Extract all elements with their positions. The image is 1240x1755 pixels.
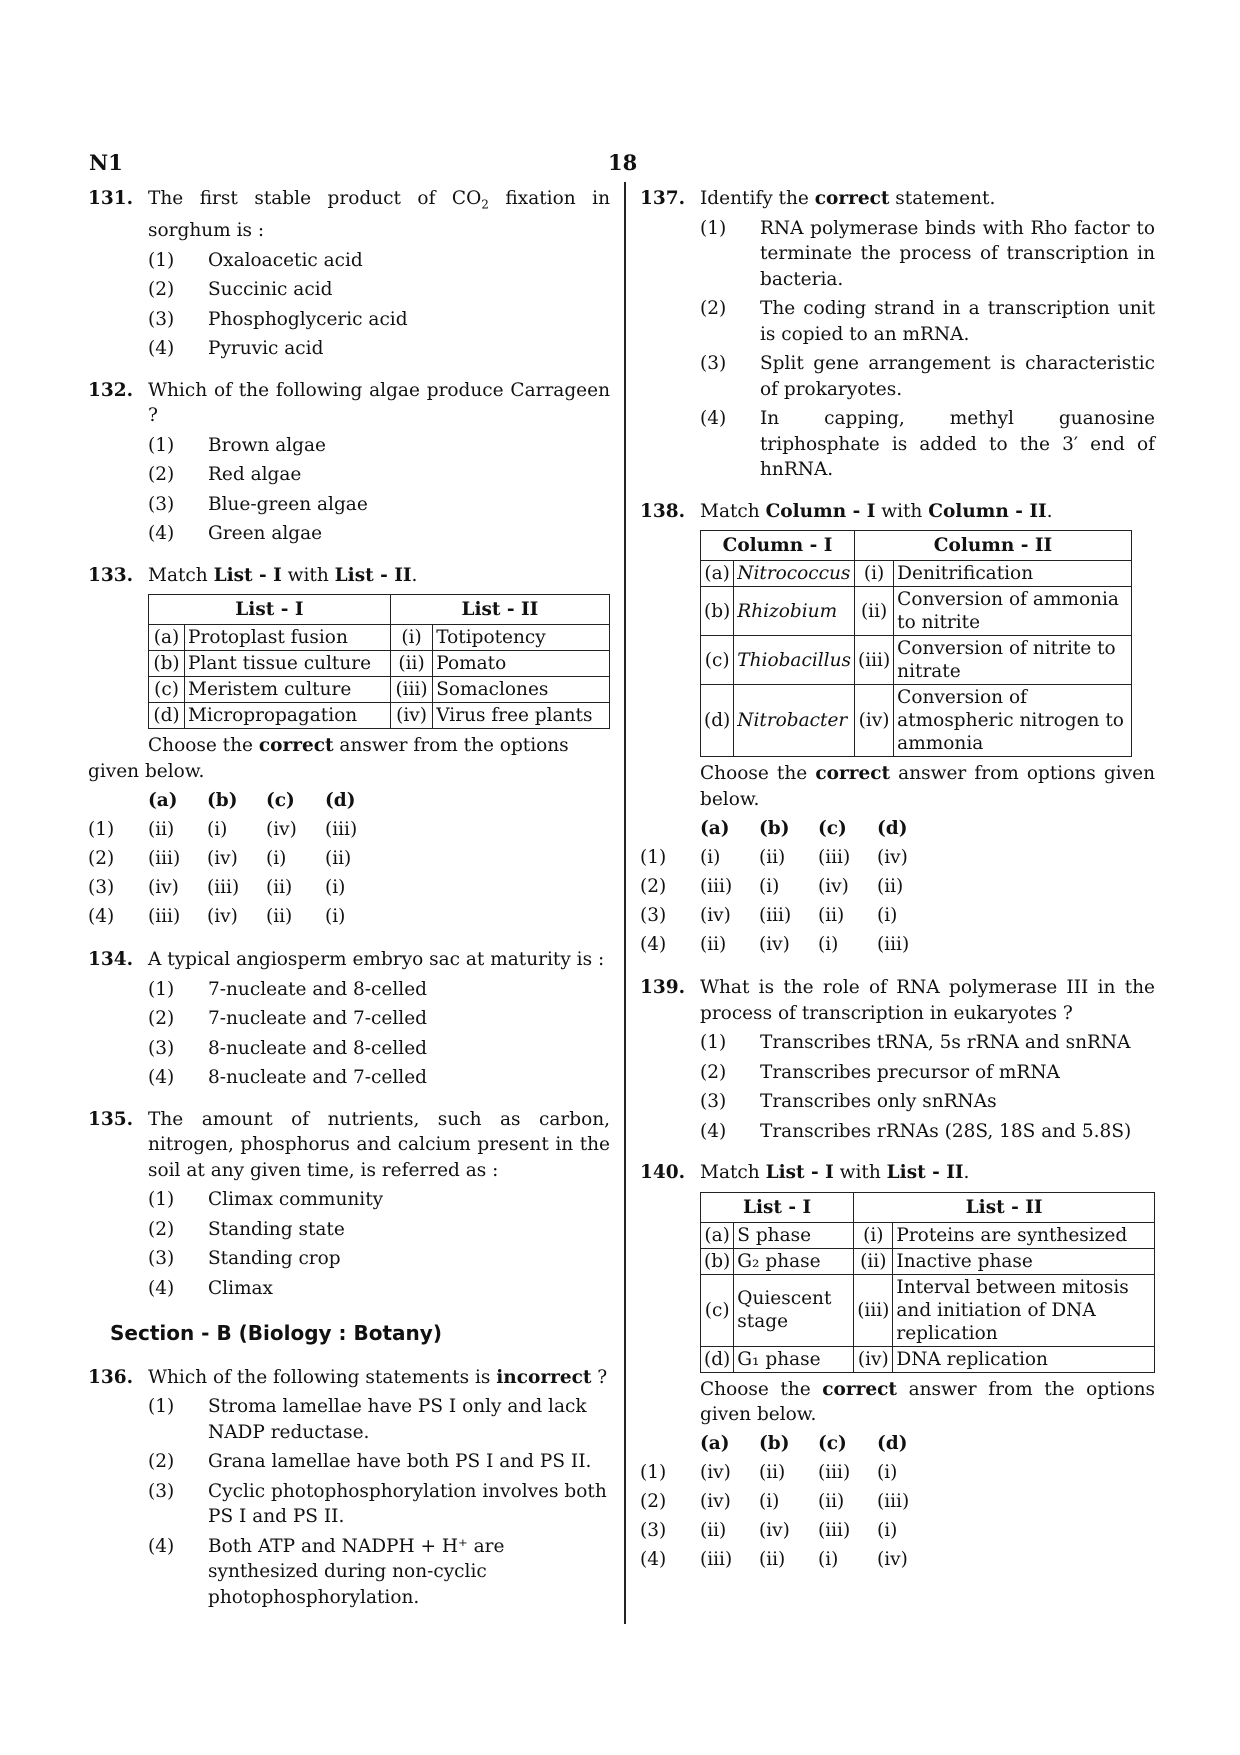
question-text: The amount of nutrients, such as carbon, nitrogen, phosphorus and calcium present in the soil at any given time, is referred as : [148, 1108, 610, 1181]
question-133 [88, 563, 610, 932]
option: (3) Blue-green algae [148, 493, 368, 515]
question-136 [88, 1365, 610, 1611]
option: (2) Transcribes precursor of mRNA [700, 1061, 1060, 1083]
option: (1) RNA polymerase binds with Rho factor to terminate the process of transcription in bacteria. [700, 217, 1155, 290]
question-text: Identify the correct statement. [700, 188, 996, 209]
question-number: 137. [640, 188, 686, 209]
question-135 [88, 1107, 610, 1302]
question-137 [640, 186, 1155, 483]
question-132 [88, 378, 610, 547]
left-column [88, 186, 610, 1626]
question-134 [88, 947, 610, 1091]
answer-grid: (a) (b) (c) (d) (1) (ii) (i) (iv) (iii) (2) (iii) (iv) (i) (ii) (3) (iv) (iii) (ii) (i) (4) (iii) (iv) (ii) (i) [88, 789, 358, 927]
option: (2) Red algae [148, 464, 302, 486]
option: (1) Transcribes tRNA, 5s rRNA and snRNA [700, 1032, 1131, 1053]
option: (3) Transcribes only snRNAs [700, 1091, 997, 1112]
match-table: List - I List - II (a) Protoplast fusion (i) Totipotency (b) Plant tissue culture (ii) Pomato (c) Meristem culture (iii) Somaclones (d) Micropropagation (iv) Virus free plants [148, 594, 610, 729]
question-138 [640, 499, 1155, 960]
option: (4) Green algae [148, 523, 323, 545]
question-number: 140. [640, 1162, 686, 1183]
option: (2) The coding strand in a transcription unit is copied to an mRNA. [700, 298, 1155, 345]
question-131 [88, 186, 610, 362]
answer-grid: (a) (b) (c) (d) (1) (iv) (ii) (iii) (i) (2) (iv) (i) (ii) (iii) (3) (ii) (iv) (iii) (i) (4) (iii) (ii) (i) (iv) [640, 1433, 910, 1571]
question-number: 136. [88, 1366, 134, 1388]
question-number: 135. [88, 1108, 134, 1130]
question-text: A typical angiosperm embryo sac at maturity is : [148, 949, 605, 971]
question-139 [640, 975, 1155, 1144]
option: (2) 7-nucleate and 7-celled [148, 1008, 427, 1030]
question-140 [640, 1160, 1155, 1575]
paper-code: N1 [89, 150, 123, 175]
option: (3) 8-nucleate and 8-celled [148, 1037, 427, 1059]
question-number: 138. [640, 500, 686, 522]
question-text: Match List - I with List - II. [148, 564, 418, 586]
question-number: 131. [88, 188, 134, 209]
question-text: Which of the following algae produce Carrageen ? [148, 379, 610, 427]
option: (4) Pyruvic acid [148, 338, 324, 360]
option: (4) Transcribes rRNAs (28S, 18S and 5.8S) [700, 1120, 1132, 1142]
page-number: 18 [608, 150, 638, 175]
option: (1) 7-nucleate and 8-celled [148, 978, 427, 1000]
answer-grid: (a) (b) (c) (d) (1) (i) (ii) (iii) (iv) (2) (iii) (i) (iv) (ii) (3) (iv) (iii) (ii) (i) (4) (ii) (iv) (i) (iii) [640, 817, 910, 955]
option: (3) Standing crop [148, 1248, 341, 1270]
question-text: What is the role of RNA polymerase III in the process of transcription in eukaryotes ? [700, 977, 1155, 1024]
choose-instruction: Choose the correct answer from the options given below. [88, 735, 569, 782]
match-table: List - I List - II (a) S phase (i) Proteins are synthesized (b) G₂ phase (ii) Inactive phase (c) Quiescent stage (iii) Interval between mitosis and initiation of DNA replication (d) G₁ phase (iv) DNA replication [700, 1192, 1155, 1373]
option: (1) Brown algae [148, 434, 326, 456]
option: (1) Stroma lamellae have PS I only and lack NADP reductase. [148, 1396, 587, 1443]
option: (4) In capping, methyl guanosine triphosphate is added to the 3′ end of hnRNA. [700, 408, 1155, 480]
right-column [640, 186, 1155, 1591]
question-number: 139. [640, 977, 686, 998]
question-text: Which of the following statements is incorrect ? [148, 1366, 608, 1388]
option: (2) Grana lamellae have both PS I and PS II. [148, 1451, 592, 1473]
choose-instruction: Choose the correct answer from the options given below. [700, 1378, 1155, 1425]
question-number: 133. [88, 564, 134, 586]
section-title: Section - B (Biology : Botany) [110, 1321, 442, 1346]
option: (4) Climax [148, 1277, 273, 1299]
option: (2) Succinic acid [148, 279, 333, 301]
question-text: Match List - I with List - II. [700, 1162, 970, 1183]
choose-instruction: Choose the correct answer from options given below. [700, 763, 1155, 810]
question-text: Match Column - I with Column - II. [700, 500, 1053, 522]
option: (3) Phosphoglyceric acid [148, 308, 408, 330]
option: (1) Oxaloacetic acid [148, 249, 363, 271]
question-number: 134. [88, 949, 134, 971]
option: (2) Standing state [148, 1218, 345, 1240]
option: (4) 8-nucleate and 7-celled [148, 1067, 427, 1089]
option: (1) Climax community [148, 1189, 384, 1211]
question-number: 132. [88, 379, 134, 401]
option: (4) Both ATP and NADPH + H⁺ are synthesized during non-cyclic photophosphorylation. [148, 1535, 505, 1608]
match-table: Column - I Column - II (a) Nitrococcus (i) Denitrification (b) Rhizobium (ii) Conversion of ammonia to nitrite (c) Thiobacillus (iii) Conversion of nitrite to nitrate (d) Nitrobacter (iv) Conversion of atmospheric nitrogen to ammonia [700, 530, 1132, 757]
question-text: The first stable product of $CO_2$ fixation in sorghum is : [148, 188, 610, 242]
option: (3) Split gene arrangement is characteristic of prokaryotes. [700, 353, 1155, 400]
column-divider [624, 182, 626, 1624]
option: (3) Cyclic photophosphorylation involves both PS I and PS II. [148, 1480, 607, 1528]
